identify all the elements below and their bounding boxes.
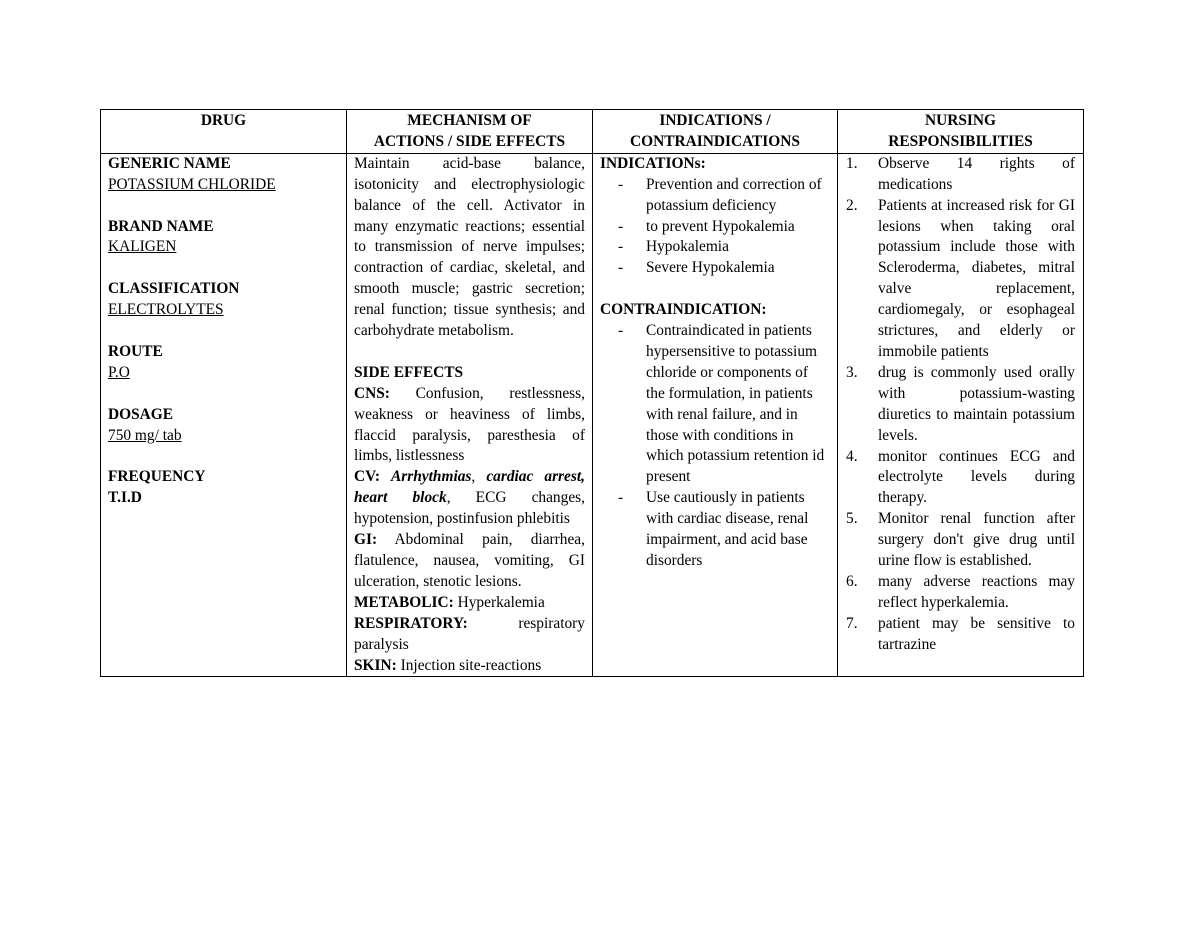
nursing-list xyxy=(844,154,1075,656)
list-item: 1. Observe 14 rights of medications xyxy=(846,154,1075,193)
header-drug: DRUG xyxy=(101,110,347,154)
list-item: 3. drug is commonly used orally with potassium-wasting diuretics to maintain potassium levels. xyxy=(846,363,1075,444)
indications-heading: INDICATIONs: xyxy=(600,154,706,172)
generic-name-value: POTASSIUM CHLORIDE xyxy=(108,175,276,193)
list-item: - Severe Hypokalemia xyxy=(618,259,775,277)
side-effect-respiratory: RESPIRATORY: respiratory paralysis xyxy=(354,614,585,653)
side-effects-heading: SIDE EFFECTS xyxy=(354,363,464,381)
mechanism-cell xyxy=(347,153,593,677)
classification-value: ELECTROLYTES xyxy=(108,301,224,319)
list-item: - Prevention and correction of potassium deficiency xyxy=(618,175,822,214)
content-row xyxy=(101,153,1084,677)
drug-cell xyxy=(101,153,347,677)
list-item: - to prevent Hypokalemia xyxy=(618,217,795,235)
side-effect-cv: CV: Arrhythmias, cardiac arrest, heart block, ECG changes, hypotension, postinfusion phlebitis xyxy=(354,468,585,528)
brand-name-value: KALIGEN xyxy=(108,238,177,256)
frequency-value: T.I.D xyxy=(108,489,142,507)
drug-study-table xyxy=(100,109,1084,677)
side-effect-gi: GI: Abdominal pain, diarrhea, flatulence, nausea, vomiting, GI ulceration, stenotic lesions. xyxy=(354,531,585,590)
dosage-label: DOSAGE xyxy=(108,405,173,423)
contraindication-heading: CONTRAINDICATION: xyxy=(600,301,767,319)
frequency-label: FREQUENCY xyxy=(108,468,206,486)
list-item: 2. Patients at increased risk for GI lesions when taking oral potassium include those with Scleroderma, diabetes, mitral valve replacement, cardiomegaly, or esophageal strictures, and elderly or immobile patients xyxy=(846,196,1075,360)
list-item: 4. monitor continues ECG and electrolyte levels during therapy. xyxy=(846,447,1075,507)
mechanism-text: Maintain acid-base balance, isotonicity and electrophysiologic balance of the cell. Activator in many enzymatic reactions; essential to transmission of nerve impulses; contraction of cardiac, skeletal, and smooth muscle; gastric secretion; renal function; tissue synthesis; and carbohydrate metabolism. xyxy=(354,154,585,340)
list-item: - Hypokalemia xyxy=(618,238,729,256)
generic-name-label: GENERIC NAME xyxy=(108,154,231,172)
list-item: - Contraindicated in patients hypersensitive to potassium chloride or components of the formulation, in patients with renal failure, and in those with conditions in which potassium retention id present xyxy=(618,322,825,486)
list-item: 5. Monitor renal function after surgery don't give drug until urine flow is established. xyxy=(846,510,1075,570)
nursing-cell xyxy=(838,153,1084,677)
side-effect-skin: SKIN: Injection site-reactions xyxy=(354,656,542,674)
header-mechanism: MECHANISM OF ACTIONS / SIDE EFFECTS xyxy=(347,110,593,154)
header-indications: INDICATIONS / CONTRAINDICATIONS xyxy=(593,110,838,154)
header-nursing: NURSING RESPONSIBILITIES xyxy=(838,110,1084,154)
side-effect-cns: CNS: Confusion, restlessness, weakness or heaviness of limbs, flaccid paralysis, paresthesia of limbs, listlessness xyxy=(354,384,585,465)
drug-study-page xyxy=(100,109,1083,677)
route-value: P.O xyxy=(108,363,130,381)
header-row xyxy=(101,110,1084,154)
list-item: 6. many adverse reactions may reflect hyperkalemia. xyxy=(846,572,1075,611)
brand-name-label: BRAND NAME xyxy=(108,217,214,235)
classification-label: CLASSIFICATION xyxy=(108,280,240,298)
dosage-value: 750 mg/ tab xyxy=(108,426,182,444)
route-label: ROUTE xyxy=(108,342,163,360)
side-effect-metabolic: METABOLIC: Hyperkalemia xyxy=(354,593,545,611)
list-item: 7. patient may be sensitive to tartrazine xyxy=(846,614,1075,653)
list-item: - Use cautiously in patients with cardiac disease, renal impairment, and acid base disorders xyxy=(618,489,809,570)
indications-cell xyxy=(593,153,838,677)
